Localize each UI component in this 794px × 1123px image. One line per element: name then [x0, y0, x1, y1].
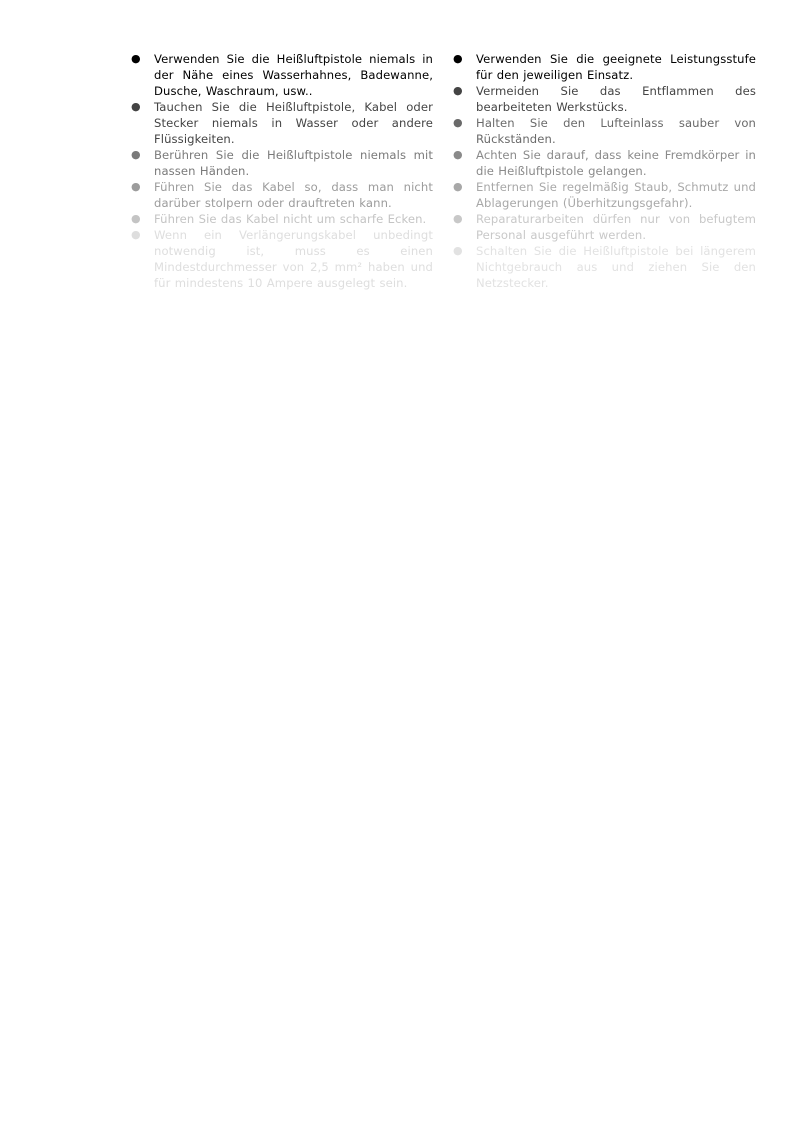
list-item: [453, 147, 756, 179]
bullet-icon: ●: [131, 148, 141, 161]
bullet-icon: ●: [131, 212, 141, 225]
list-item-text: Wenn ein Verlängerungskabel unbedingt notwendig ist, muss es einen Mindestdurchmesser von 2,5 mm² haben und für mindestens 10 Ampere ausgelegt sein.: [154, 228, 433, 290]
bullet-icon: ●: [453, 84, 463, 97]
list-item-text: Entfernen Sie regelmäßig Staub, Schmutz und Ablagerungen (Überhitzungsgefahr).: [476, 180, 756, 210]
bullet-icon: ●: [131, 100, 141, 113]
list-item: [131, 147, 433, 179]
bullet-icon: ●: [453, 212, 463, 225]
bullet-icon: ●: [131, 180, 141, 193]
bullet-icon: ●: [131, 228, 141, 241]
list-item: [453, 243, 756, 291]
list-item-text: Achten Sie darauf, dass keine Fremdkörper in die Heißluftpistole gelangen.: [476, 148, 756, 178]
list-item-text: Schalten Sie die Heißluftpistole bei längerem Nichtgebrauch aus und ziehen Sie den Netzstecker.: [476, 244, 756, 290]
bullet-icon: ●: [453, 148, 463, 161]
list-item-text: Vermeiden Sie das Entflammen des bearbeiteten Werkstücks.: [476, 84, 756, 114]
list-item: [131, 51, 433, 99]
list-item: [453, 179, 756, 211]
list-item: [453, 211, 756, 243]
safety-list-left: [131, 51, 433, 291]
bullet-icon: ●: [131, 52, 141, 65]
safety-list-right: [453, 51, 756, 291]
list-item: [131, 99, 433, 147]
list-item-text: Verwenden Sie die geeignete Leistungsstufe für den jeweiligen Einsatz.: [476, 52, 756, 82]
list-item: [453, 51, 756, 83]
list-item: [131, 227, 433, 291]
list-item-text: Führen Sie das Kabel nicht um scharfe Ecken.: [154, 212, 427, 226]
list-item-text: Reparaturarbeiten dürfen nur von befugtem Personal ausgeführt werden.: [476, 212, 756, 242]
list-item: [131, 211, 433, 227]
list-item: [453, 83, 756, 115]
bullet-icon: ●: [453, 180, 463, 193]
bullet-icon: ●: [453, 52, 463, 65]
list-item-text: Führen Sie das Kabel so, dass man nicht darüber stolpern oder drauftreten kann.: [154, 180, 433, 210]
list-item-text: Verwenden Sie die Heißluftpistole niemals in der Nähe eines Wasserhahnes, Badewanne, Dusche, Waschraum, usw..: [154, 52, 433, 98]
list-item-text: Tauchen Sie die Heißluftpistole, Kabel oder Stecker niemals in Wasser oder andere Flüssigkeiten.: [154, 100, 433, 146]
list-item: [131, 179, 433, 211]
list-item-text: Halten Sie den Lufteinlass sauber von Rückständen.: [476, 116, 756, 146]
list-item-text: Berühren Sie die Heißluftpistole niemals mit nassen Händen.: [154, 148, 433, 178]
bullet-icon: ●: [453, 244, 463, 257]
list-item: [453, 115, 756, 147]
bullet-icon: ●: [453, 116, 463, 129]
